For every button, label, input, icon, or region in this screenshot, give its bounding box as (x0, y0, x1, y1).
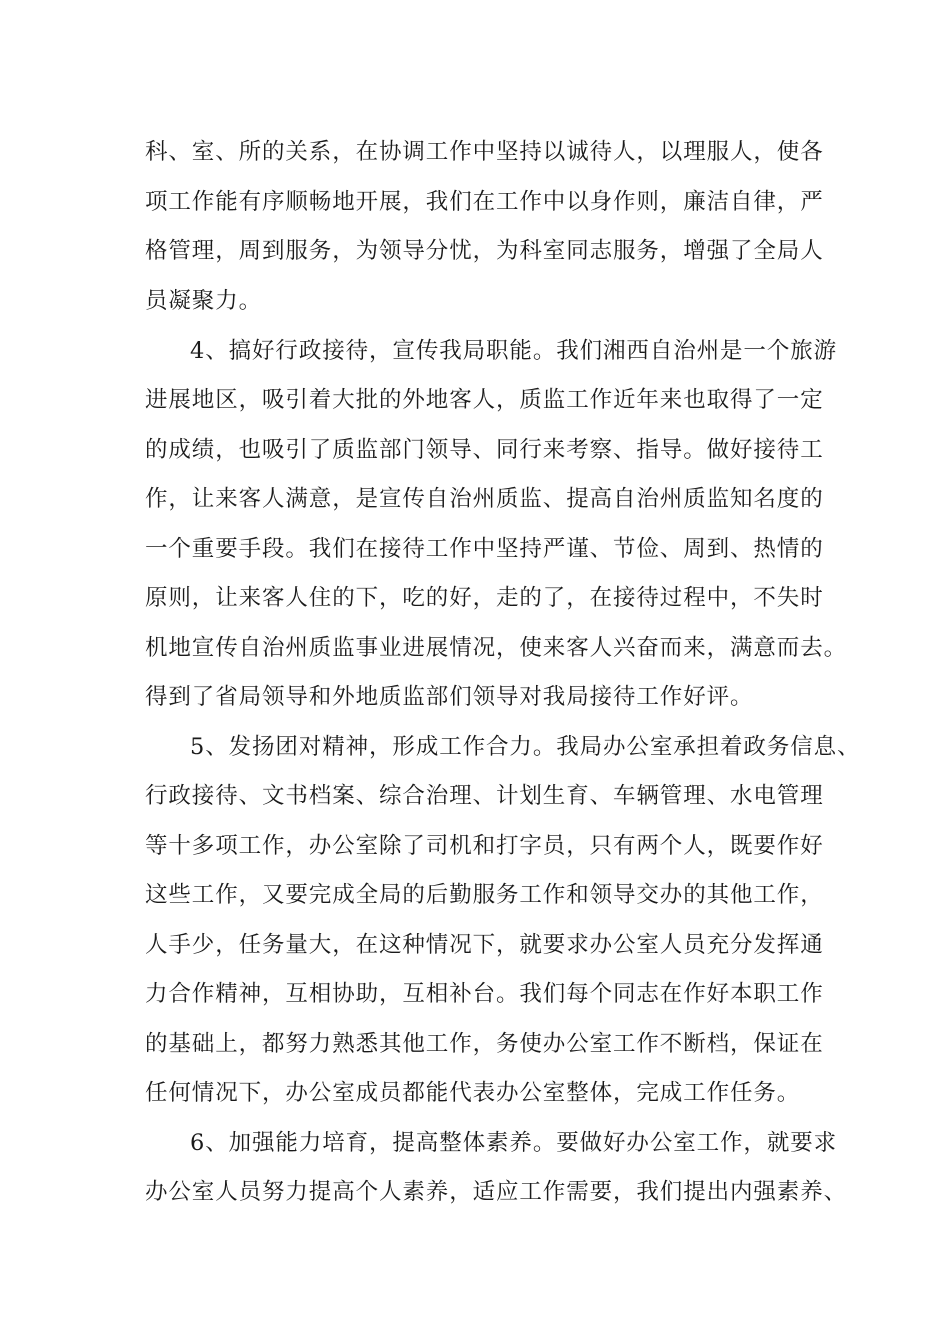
text-line: 任何情况下，办公室成员都能代表办公室整体，完成工作任务。 (145, 1080, 801, 1106)
text-line: 项工作能有序顺畅地开展，我们在工作中以身作则，廉洁自律，严 (145, 189, 824, 215)
text-line: 得到了省局领导和外地质监部们领导对我局接待工作好评。 (145, 684, 754, 710)
text-line: 力合作精神，互相协助，互相补台。我们每个同志在作好本职工作 (145, 981, 824, 1007)
text-line: 这些工作，又要完成全局的后勤服务工作和领导交办的其他工作， (145, 882, 824, 908)
text-line: 的成绩，也吸引了质监部门领导、同行来考察、指导。做好接待工 (145, 437, 824, 463)
paragraph-5-start: 5、发扬团对精神，形成工作合力。我局办公室承担着政务信息、 (190, 734, 861, 760)
text-line: 办公室人员努力提高个人素养，适应工作需要，我们提出内强素养、 (145, 1179, 848, 1205)
paragraph-4-start: 4、搞好行政接待，宣传我局职能。我们湘西自治州是一个旅游 (190, 338, 838, 364)
text-line: 机地宣传自治州质监事业进展情况，使来客人兴奋而来，满意而去。 (145, 635, 848, 661)
text-line: 格管理，周到服务，为领导分忧，为科室同志服务，增强了全局人 (145, 238, 824, 264)
text-line: 作，让来客人满意，是宣传自治州质监、提高自治州质监知名度的 (145, 486, 824, 512)
text-line: 员凝聚力。 (145, 288, 263, 314)
text-line: 一个重要手段。我们在接待工作中坚持严谨、节俭、周到、热情的 (145, 536, 824, 562)
text-line: 等十多项工作，办公室除了司机和打字员，只有两个人，既要作好 (145, 833, 824, 859)
paragraph-6-start: 6、加强能力培育，提高整体素养。要做好办公室工作，就要求 (190, 1130, 838, 1156)
text-line: 行政接待、文书档案、综合治理、计划生育、车辆管理、水电管理 (145, 783, 824, 809)
text-line: 的基础上，都努力熟悉其他工作，务使办公室工作不断档，保证在 (145, 1031, 824, 1057)
text-line: 进展地区，吸引着大批的外地客人，质监工作近年来也取得了一定 (145, 387, 824, 413)
text-line: 人手少，任务量大，在这种情况下，就要求办公室人员充分发挥通 (145, 932, 824, 958)
text-line: 科、室、所的关系，在协调工作中坚持以诚待人，以理服人，使各 (145, 139, 824, 165)
text-line: 原则，让来客人住的下，吃的好，走的了，在接待过程中，不失时 (145, 585, 824, 611)
